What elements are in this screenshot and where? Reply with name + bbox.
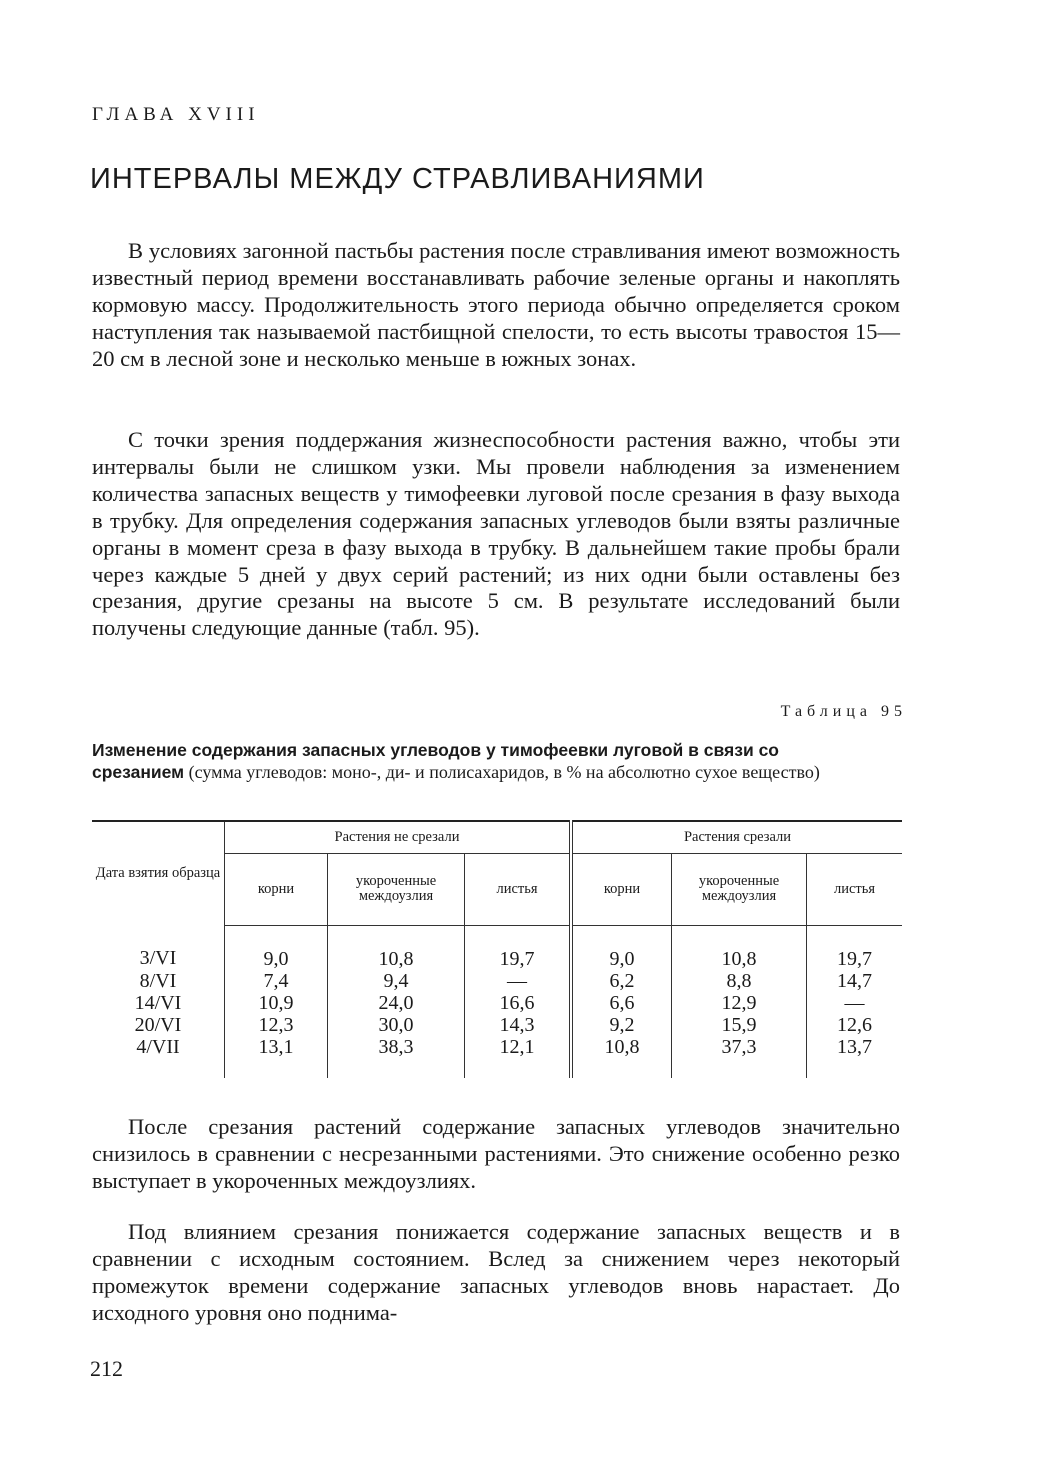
value-cell: 9,2 — [571, 1014, 672, 1036]
table-row — [92, 1036, 902, 1078]
sub-header-uncut-roots: корни — [225, 853, 328, 925]
data-table — [92, 820, 902, 1078]
data-table-wrapper — [92, 820, 902, 1078]
chapter-title: ИНТЕРВАЛЫ МЕЖДУ СТРАВЛИВАНИЯМИ — [90, 163, 705, 195]
value-cell: 6,2 — [571, 970, 672, 992]
page-number: 212 — [90, 1356, 123, 1381]
value-cell: — — [807, 992, 903, 1014]
value-cell: 37,3 — [672, 1036, 807, 1078]
paragraph-4: Под влиянием срезания понижается содержание запасных веществ и в сравнении с исходным состоянием. Вслед за снижением через некоторый промежуток времени содержание запасных углеводов вновь нарастает. До исходного уровня оно поднима- — [92, 1219, 900, 1325]
table-number: Таблица 95 — [780, 703, 907, 720]
table-row — [92, 1014, 902, 1036]
value-cell: 14,7 — [807, 970, 903, 992]
paragraph-1: В условиях загонной пастьбы растения после стравливания имеют возможность известный период времени восстанавливать рабочие зеленые органы и накоплять кормовую массу. Продолжительность этого периода обычно определяется сроком наступления так называемой пастбищной спелости, то есть высоты травостоя 15—20 см в лесной зоне и несколько меньше в южных зонах. — [92, 238, 900, 371]
value-cell: 9,0 — [571, 925, 672, 970]
value-cell: 9,0 — [225, 925, 328, 970]
group-header-uncut: Растения не срезали — [225, 821, 572, 853]
value-cell: — — [465, 970, 572, 992]
table-row — [92, 992, 902, 1014]
sub-header-uncut-leaves: листья — [465, 853, 572, 925]
value-cell: 30,0 — [328, 1014, 465, 1036]
value-cell: 15,9 — [672, 1014, 807, 1036]
sub-header-cut-leaves: листья — [807, 853, 903, 925]
sub-header-cut-roots: корни — [571, 853, 672, 925]
date-column-header: Дата взятия образца — [92, 821, 225, 925]
value-cell: 8,8 — [672, 970, 807, 992]
value-cell: 24,0 — [328, 992, 465, 1014]
table-caption — [92, 739, 822, 783]
value-cell: 10,8 — [328, 925, 465, 970]
chapter-heading: ГЛАВА XVIII — [92, 104, 260, 125]
value-cell: 12,1 — [465, 1036, 572, 1078]
group-header-cut: Растения срезали — [571, 821, 902, 853]
value-cell: 13,7 — [807, 1036, 903, 1078]
value-cell: 19,7 — [465, 925, 572, 970]
table-row — [92, 925, 902, 970]
value-cell: 12,6 — [807, 1014, 903, 1036]
value-cell: 6,6 — [571, 992, 672, 1014]
value-cell: 10,9 — [225, 992, 328, 1014]
value-cell: 14,3 — [465, 1014, 572, 1036]
paragraph-3: После срезания растений содержание запасных углеводов значительно снизилось в сравнении с несрезанными растениями. Это снижение особенно резко выступает в укороченных междоузлиях. — [92, 1114, 900, 1193]
date-cell: 3/VI — [139, 947, 177, 970]
value-cell: 19,7 — [807, 925, 903, 970]
value-cell: 13,1 — [225, 1036, 328, 1078]
value-cell: 12,3 — [225, 1014, 328, 1036]
value-cell: 7,4 — [225, 970, 328, 992]
date-cell: 20/VI — [134, 1013, 182, 1036]
table-caption-bold: Изменение содержания запасных углеводов у тимофеевки луговой в связи со срезанием — [92, 740, 779, 782]
sub-header-cut-internodes: укороченные междоузлия — [672, 853, 807, 925]
table-caption-rest: (сумма углеводов: моно-, ди- и полисахаридов, в % на абсолютно сухое вещество) — [184, 762, 820, 782]
sub-header-uncut-internodes: укороченные междоузлия — [328, 853, 465, 925]
value-cell: 12,9 — [672, 992, 807, 1014]
paragraph-2: С точки зрения поддержания жизнеспособности растения важно, чтобы эти интервалы были не слишком узки. Мы провели наблюдения за изменением количества запасных веществ у тимофеевки луговой после срезания в фазу выхода в трубку. Для определения содержания запасных углеводов были взяты различные органы в момент среза в фазу выхода в трубку. В дальнейшем такие пробы брали через каждые 5 дней у двух серий растений; из них одни были оставлены без срезания, другие срезаны на высоте 5 см. В результате исследований были получены следующие данные (табл. 95). — [92, 427, 900, 641]
value-cell: 16,6 — [465, 992, 572, 1014]
date-cell: 4/VII — [136, 1035, 180, 1058]
value-cell: 9,4 — [328, 970, 465, 992]
value-cell: 10,8 — [571, 1036, 672, 1078]
value-cell: 38,3 — [328, 1036, 465, 1078]
value-cell: 10,8 — [672, 925, 807, 970]
table-row — [92, 970, 902, 992]
date-cell: 14/VI — [134, 991, 182, 1014]
date-cell: 8/VI — [139, 969, 177, 992]
